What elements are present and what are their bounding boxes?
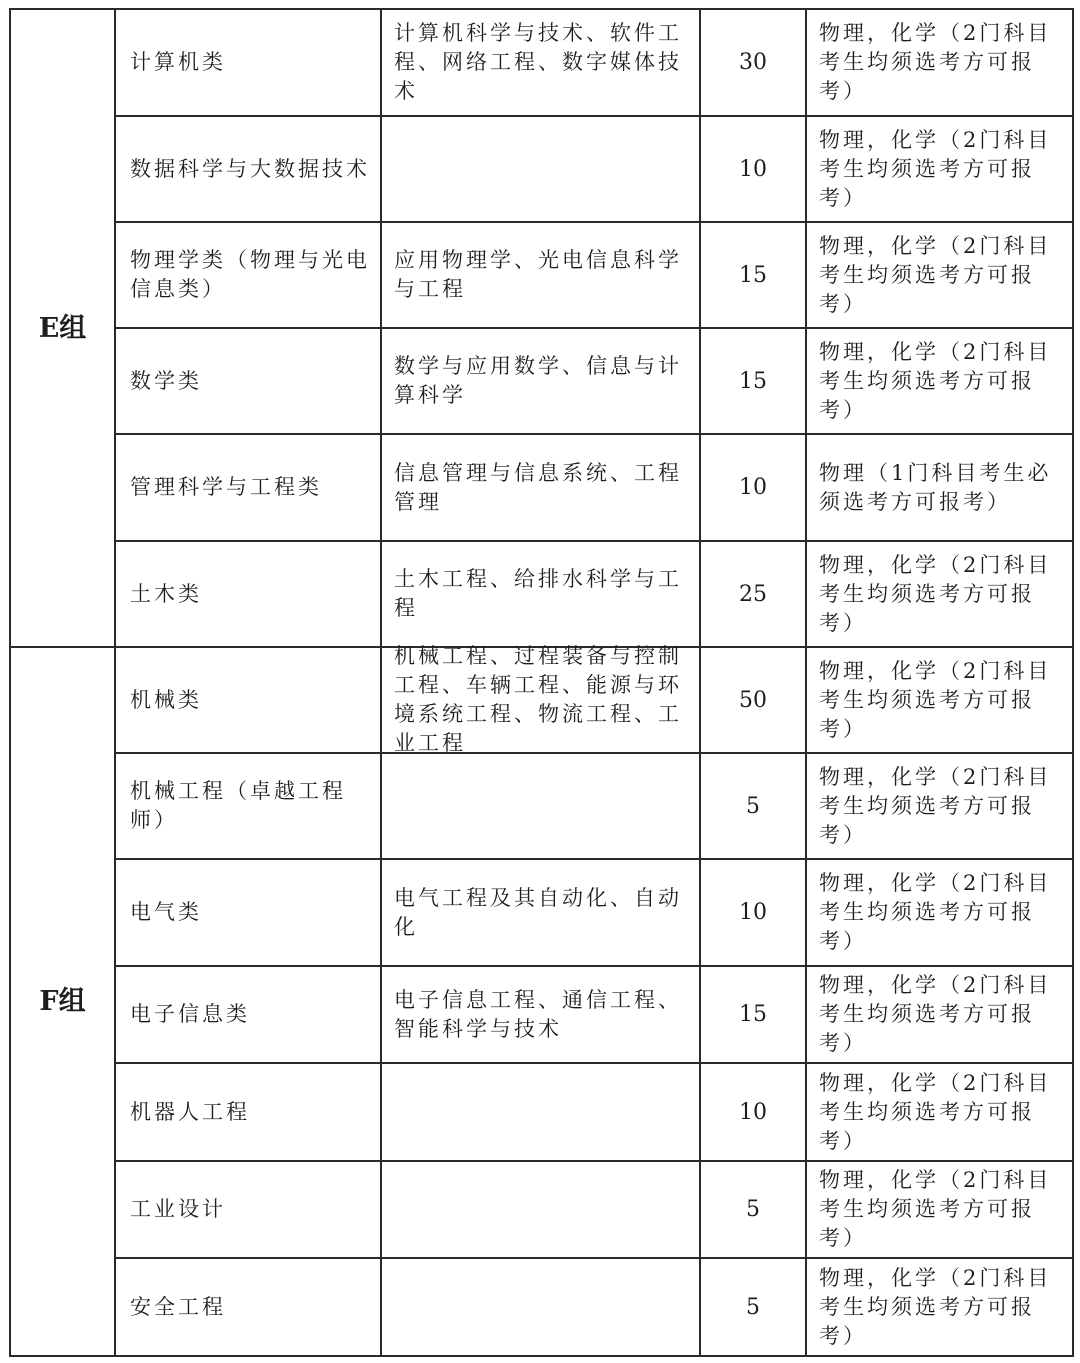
count-cell: [701, 1259, 805, 1355]
count-cell: [701, 329, 805, 433]
category-cell: [116, 967, 380, 1062]
count-cell-text: 5: [746, 1197, 760, 1222]
category-cell-text: 机器人工程: [130, 1099, 250, 1124]
group-label: [11, 10, 114, 646]
requirement-cell-text: 物理，化学（2门科目考生均须选考方可报考）: [819, 973, 1052, 1055]
category-cell-text: 物理学类（物理与光电信息类）: [130, 248, 370, 301]
count-cell: [701, 967, 805, 1062]
requirement-cell: [807, 967, 1072, 1062]
majors-cell: [382, 860, 699, 965]
majors-cell: [382, 10, 699, 115]
requirement-cell-text: 物理，化学（2门科目考生均须选考方可报考）: [819, 658, 1052, 741]
category-cell-text: 管理科学与工程类: [130, 475, 322, 499]
majors-cell: [382, 329, 699, 433]
count-cell-text: 10: [739, 156, 767, 182]
requirement-cell-text: 物理（1门科目考生必须选考方可报考）: [819, 460, 1052, 514]
count-cell-text: 25: [739, 581, 767, 607]
count-cell: [701, 542, 805, 646]
category-cell-text: 机械类: [130, 687, 202, 712]
requirement-cell-text: 物理，化学（2门科目考生均须选考方可报考）: [819, 871, 1052, 953]
majors-cell-text: 机械工程、过程装备与控制工程、车辆工程、能源与环境系统工程、物流工程、工业工程: [394, 644, 682, 755]
count-cell: [701, 223, 805, 327]
count-cell-text: 10: [739, 900, 767, 925]
count-cell: [701, 1162, 805, 1257]
category-cell: [116, 223, 380, 327]
requirement-cell: [807, 10, 1072, 115]
category-cell-text: 电气类: [130, 900, 202, 924]
group-label: [11, 648, 114, 1355]
requirement-cell-text: 物理，化学（2门科目考生均须选考方可报考）: [819, 21, 1052, 103]
row-border-13: [9, 1355, 1074, 1357]
majors-cell-text: 信息管理与信息系统、工程管理: [394, 460, 682, 514]
category-cell-text: 电子信息类: [130, 1002, 250, 1026]
count-cell: [701, 860, 805, 965]
category-cell-text: 机械工程（卓越工程师）: [130, 779, 346, 832]
count-cell-text: 10: [739, 1099, 767, 1125]
category-cell: [116, 10, 380, 115]
column-border-5: [1072, 8, 1074, 1357]
requirement-cell-text: 物理，化学（2门科目考生均须选考方可报考）: [819, 1070, 1052, 1153]
count-cell-text: 30: [739, 50, 767, 75]
majors-cell: [382, 542, 699, 646]
requirement-cell-text: 物理，化学（2门科目考生均须选考方可报考）: [819, 339, 1052, 422]
count-cell-text: 5: [746, 793, 760, 819]
category-cell: [116, 1259, 380, 1355]
category-cell: [116, 329, 380, 433]
category-cell: [116, 754, 380, 858]
majors-cell: [382, 1259, 699, 1355]
majors-cell-text: 计算机科学与技术、软件工程、网络工程、数字媒体技术: [394, 21, 682, 103]
category-cell: [116, 435, 380, 540]
requirement-cell-text: 物理，化学（2门科目考生均须选考方可报考）: [819, 127, 1052, 210]
requirement-cell-text: 物理，化学（2门科目考生均须选考方可报考）: [819, 764, 1052, 847]
count-cell: [701, 754, 805, 858]
requirement-cell: [807, 117, 1072, 221]
majors-cell: [382, 223, 699, 327]
majors-cell-text: 电子信息工程、通信工程、智能科学与技术: [394, 987, 682, 1041]
majors-cell: [382, 1064, 699, 1160]
count-cell-text: 15: [739, 262, 767, 288]
category-cell: [116, 648, 380, 752]
majors-cell: [382, 644, 699, 755]
count-cell: [701, 648, 805, 752]
category-cell-text: 土木类: [130, 581, 202, 606]
category-cell-text: 安全工程: [130, 1294, 226, 1319]
requirement-cell: [807, 223, 1072, 327]
count-cell: [701, 435, 805, 540]
category-cell-text: 数学类: [130, 368, 202, 393]
requirement-cell: [807, 1162, 1072, 1257]
category-cell: [116, 1162, 380, 1257]
category-cell: [116, 542, 380, 646]
count-cell-text: 15: [739, 368, 767, 394]
requirement-cell: [807, 648, 1072, 752]
requirement-cell-text: 物理，化学（2门科目考生均须选考方可报考）: [819, 1265, 1052, 1348]
majors-cell-text: 土木工程、给排水科学与工程: [394, 567, 682, 620]
count-cell-text: 5: [746, 1294, 760, 1320]
category-cell-text: 数据科学与大数据技术: [130, 156, 370, 181]
requirement-cell: [807, 754, 1072, 858]
requirement-cell: [807, 542, 1072, 646]
majors-cell: [382, 117, 699, 221]
category-cell: [116, 117, 380, 221]
requirement-cell: [807, 860, 1072, 965]
category-cell-text: 计算机类: [130, 50, 226, 74]
requirement-cell-text: 物理，化学（2门科目考生均须选考方可报考）: [819, 233, 1052, 316]
category-cell-text: 工业设计: [130, 1197, 226, 1221]
count-cell: [701, 1064, 805, 1160]
requirement-cell: [807, 329, 1072, 433]
category-cell: [116, 860, 380, 965]
count-cell-text: 10: [739, 475, 767, 500]
majors-cell-text: 电气工程及其自动化、自动化: [394, 885, 682, 939]
majors-cell: [382, 754, 699, 858]
majors-cell: [382, 967, 699, 1062]
category-cell: [116, 1064, 380, 1160]
majors-cell-text: 数学与应用数学、信息与计算科学: [394, 354, 682, 407]
majors-cell: [382, 435, 699, 540]
count-cell-text: 15: [739, 1002, 767, 1027]
count-cell: [701, 117, 805, 221]
group-label-text: E组: [38, 312, 87, 344]
requirement-cell: [807, 1259, 1072, 1355]
count-cell: [701, 10, 805, 115]
requirement-cell: [807, 435, 1072, 540]
majors-cell: [382, 1162, 699, 1257]
requirement-cell: [807, 1064, 1072, 1160]
requirement-cell-text: 物理，化学（2门科目考生均须选考方可报考）: [819, 552, 1052, 635]
group-label-text: F组: [39, 986, 86, 1017]
majors-cell-text: 应用物理学、光电信息科学与工程: [394, 248, 682, 301]
requirement-cell-text: 物理，化学（2门科目考生均须选考方可报考）: [819, 1168, 1052, 1250]
count-cell-text: 50: [739, 687, 767, 713]
